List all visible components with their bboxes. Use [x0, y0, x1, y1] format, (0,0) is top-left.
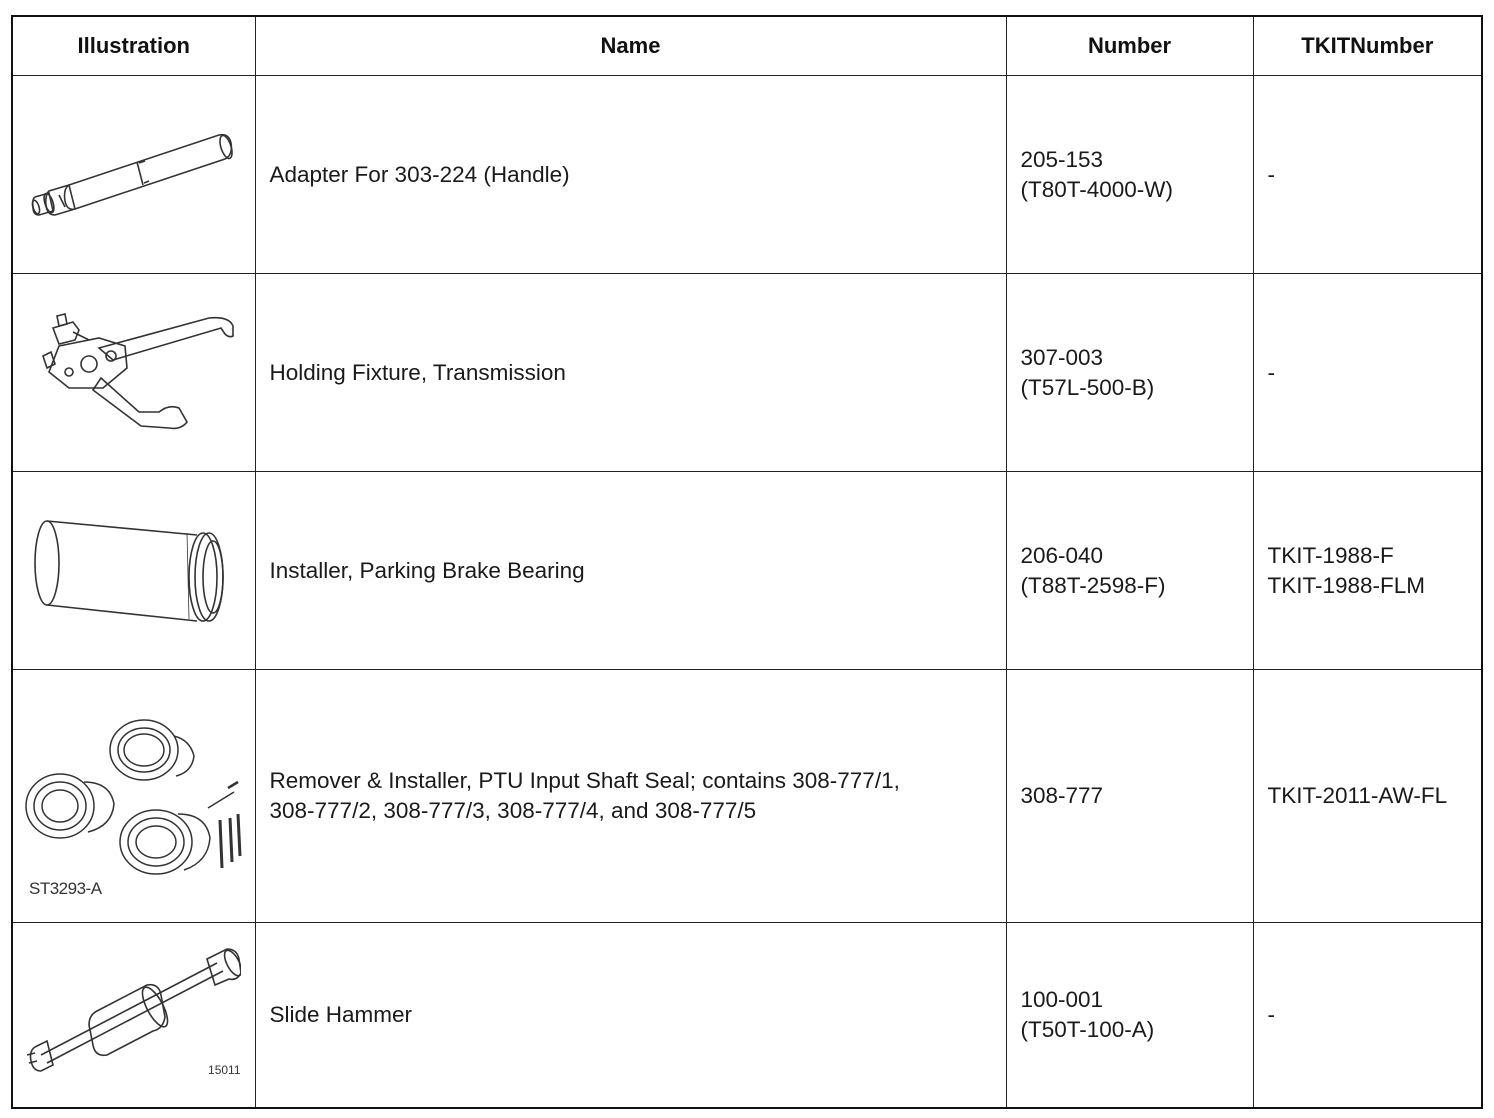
tool-number	[1006, 472, 1253, 670]
handle-adapter-icon	[29, 115, 239, 235]
illustration-cell	[12, 472, 255, 670]
table-header-row	[12, 16, 1482, 76]
tool-name: Adapter For 303-224 (Handle)	[255, 76, 1006, 274]
table-row	[12, 923, 1482, 1108]
tkit-number-line: -	[1267, 359, 1275, 385]
bearing-installer-icon	[27, 511, 241, 631]
header-illustration: Illustration	[12, 16, 255, 76]
tkit-number	[1253, 472, 1482, 670]
tool-name	[255, 670, 1006, 923]
tool-name-line: 308-777/2, 308-777/3, 308-777/4, and 308-777/5	[269, 798, 757, 824]
tkit-number	[1253, 76, 1482, 274]
table-row	[12, 274, 1482, 472]
tool-name: Holding Fixture, Transmission	[255, 274, 1006, 472]
table-row	[12, 670, 1482, 923]
illustration-label: ST3293-A	[29, 879, 102, 899]
tkit-number	[1253, 274, 1482, 472]
header-number: Number	[1006, 16, 1253, 76]
illustration-cell	[12, 274, 255, 472]
tool-number-line: (T80T-4000-W)	[1020, 176, 1174, 202]
tool-number-line: 205-153	[1020, 146, 1104, 172]
tkit-number-line: TKIT-2011-AW-FL	[1267, 783, 1448, 809]
tool-name: Slide Hammer	[255, 923, 1006, 1108]
holding-fixture-icon	[29, 308, 239, 438]
illustration-cell	[12, 76, 255, 274]
seal-remover-installer-icon	[24, 696, 244, 876]
tkit-number-line: -	[1267, 1002, 1275, 1028]
tool-number-line: 307-003	[1020, 344, 1104, 370]
illustration-cell	[12, 923, 255, 1108]
tkit-number	[1253, 923, 1482, 1108]
special-tools-table	[11, 15, 1483, 1109]
tool-number	[1006, 670, 1253, 923]
illustration-cell	[12, 670, 255, 923]
tool-number-line: (T57L-500-B)	[1020, 374, 1155, 400]
illustration-label: 15011	[208, 1063, 241, 1077]
tool-number-line: (T50T-100-A)	[1020, 1017, 1155, 1043]
tool-name: Installer, Parking Brake Bearing	[255, 472, 1006, 670]
tool-number-line: 100-001	[1020, 987, 1104, 1013]
tool-number	[1006, 923, 1253, 1108]
tool-name-line: Remover & Installer, PTU Input Shaft Seal; contains 308-777/1,	[269, 768, 900, 794]
tool-number-line: (T88T-2598-F)	[1020, 572, 1166, 598]
tool-number	[1006, 274, 1253, 472]
tkit-number-line: TKIT-1988-FLM	[1267, 572, 1426, 598]
table-row	[12, 472, 1482, 670]
tool-number-line: 308-777	[1020, 783, 1104, 809]
header-tkit-number: TKITNumber	[1253, 16, 1482, 76]
tool-number-line: 206-040	[1020, 542, 1104, 568]
table-row	[12, 76, 1482, 274]
tkit-number	[1253, 670, 1482, 923]
tkit-number-line: TKIT-1988-F	[1267, 542, 1394, 568]
tkit-number-line: -	[1267, 161, 1275, 187]
header-name: Name	[255, 16, 1006, 76]
tool-number	[1006, 76, 1253, 274]
